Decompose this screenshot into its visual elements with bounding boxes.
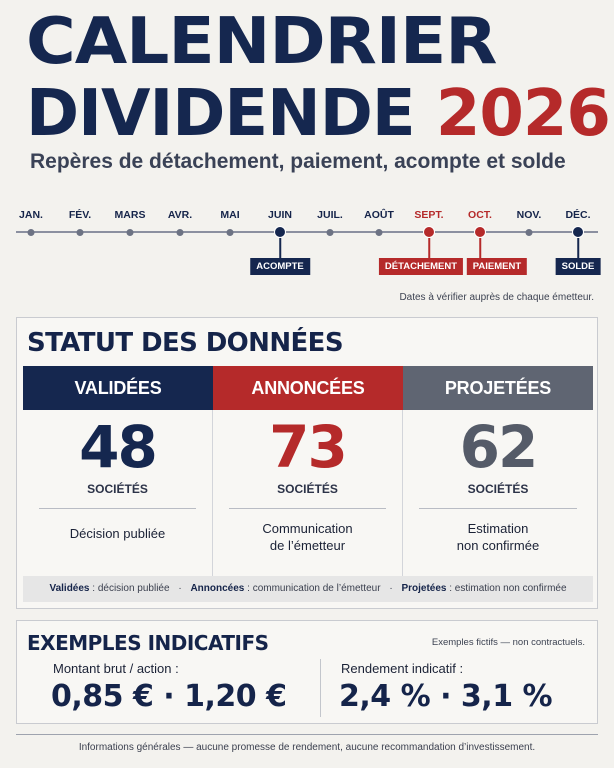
timeline-months [0, 209, 614, 223]
examples-divider [320, 659, 321, 717]
month-label: FÉV. [68, 209, 92, 221]
column-description [403, 520, 593, 554]
column-description-line: non confirmée [456, 538, 540, 553]
footer-disclaimer: Informations générales — aucune promesse de rendement, aucune recommandation d’investissement. [78, 742, 536, 753]
column-divider [39, 508, 196, 509]
legend-value: : communication de l’émetteur [244, 583, 381, 594]
legend-key: Annoncées [190, 583, 245, 594]
title-line-1: CALENDRIER [26, 5, 497, 79]
legend-value: : décision publiée [89, 583, 170, 594]
yield-label: Rendement indicatif : [341, 661, 464, 676]
column-divider [419, 508, 577, 509]
status-columns [23, 366, 593, 582]
examples-note: Exemples fictifs — non contractuels. [431, 637, 585, 648]
tag-acompte: ACOMPTE [250, 258, 310, 275]
timeline-dot [526, 229, 533, 236]
timeline-stem [279, 238, 281, 258]
month-label: AVR. [167, 209, 193, 221]
title-word-dividende: DIVIDENDE [26, 77, 415, 151]
tag-detachement: DÉTACHEMENT [379, 258, 463, 275]
timeline-note: Dates à vérifier auprès de chaque émetteur. [399, 292, 594, 303]
timeline-dot [28, 229, 35, 236]
timeline-stem [479, 238, 481, 258]
month-label: JAN. [19, 209, 43, 221]
amount-value: 0,85 € · 1,20 € [51, 679, 287, 714]
column-description [213, 520, 402, 554]
column-count: 73 [269, 413, 346, 481]
yield-value: 2,4 % · 3,1 % [339, 679, 553, 714]
status-title: STATUT DES DONNÉES [27, 328, 343, 358]
footer-rule [16, 734, 598, 735]
timeline-dot [376, 229, 383, 236]
column-unit: SOCIÉTÉS [277, 482, 338, 496]
status-legend [23, 576, 593, 602]
month-label: MARS [114, 209, 146, 221]
legend-separator: · [389, 583, 393, 594]
month-label: OCT. [468, 209, 492, 221]
column-description-line: Communication [262, 521, 353, 536]
timeline-dot [77, 229, 84, 236]
timeline-marker-detachement [423, 226, 435, 238]
examples-title: EXEMPLES INDICATIFS [27, 631, 269, 655]
column-unit: SOCIÉTÉS [467, 482, 529, 496]
title-line-2 [26, 77, 610, 151]
timeline-axis [16, 231, 598, 233]
tag-solde: SOLDE [556, 258, 601, 275]
column-description-line: de l’émetteur [269, 538, 346, 553]
timeline-marker-solde [572, 226, 584, 238]
status-column-projetees [403, 366, 593, 582]
legend-separator: · [178, 583, 182, 594]
column-header: PROJETÉES [403, 366, 593, 410]
column-header: ANNONCÉES [213, 366, 403, 410]
column-description: Décision publiée [69, 526, 166, 541]
title-year: 2026 [435, 77, 610, 151]
timeline-stem [428, 238, 430, 258]
column-unit: SOCIÉTÉS [87, 482, 148, 496]
column-divider [229, 508, 386, 509]
legend-value: : estimation non confirmée [446, 583, 567, 594]
month-label: DÉC. [565, 209, 591, 221]
timeline-marker-acompte [274, 226, 286, 238]
timeline-dot [327, 229, 334, 236]
column-header: VALIDÉES [23, 366, 213, 410]
legend-key: Projetées [401, 583, 447, 594]
month-label: AOÛT [364, 209, 394, 221]
column-description-line: Estimation [467, 521, 529, 536]
timeline-stem [577, 238, 579, 258]
timeline-dot [127, 229, 134, 236]
column-count: 48 [79, 413, 156, 481]
month-label: JUIN [268, 209, 292, 221]
subtitle: Repères de détachement, paiement, acompte et solde [30, 150, 566, 173]
legend-key: Validées [49, 583, 90, 594]
month-label: NOV. [516, 209, 542, 221]
month-label: MAI [220, 209, 240, 221]
amount-label: Montant brut / action : [53, 661, 179, 676]
month-label: JUIL. [317, 209, 343, 221]
month-label: SEPT. [414, 209, 444, 221]
examples-card [16, 620, 598, 724]
timeline-marker-paiement [474, 226, 486, 238]
tag-paiement: PAIEMENT [467, 258, 527, 275]
timeline-dot [227, 229, 234, 236]
status-card [16, 317, 598, 609]
status-column-validees [23, 366, 213, 582]
timeline-dot [177, 229, 184, 236]
column-count: 62 [459, 413, 537, 481]
status-column-annoncees [213, 366, 403, 582]
